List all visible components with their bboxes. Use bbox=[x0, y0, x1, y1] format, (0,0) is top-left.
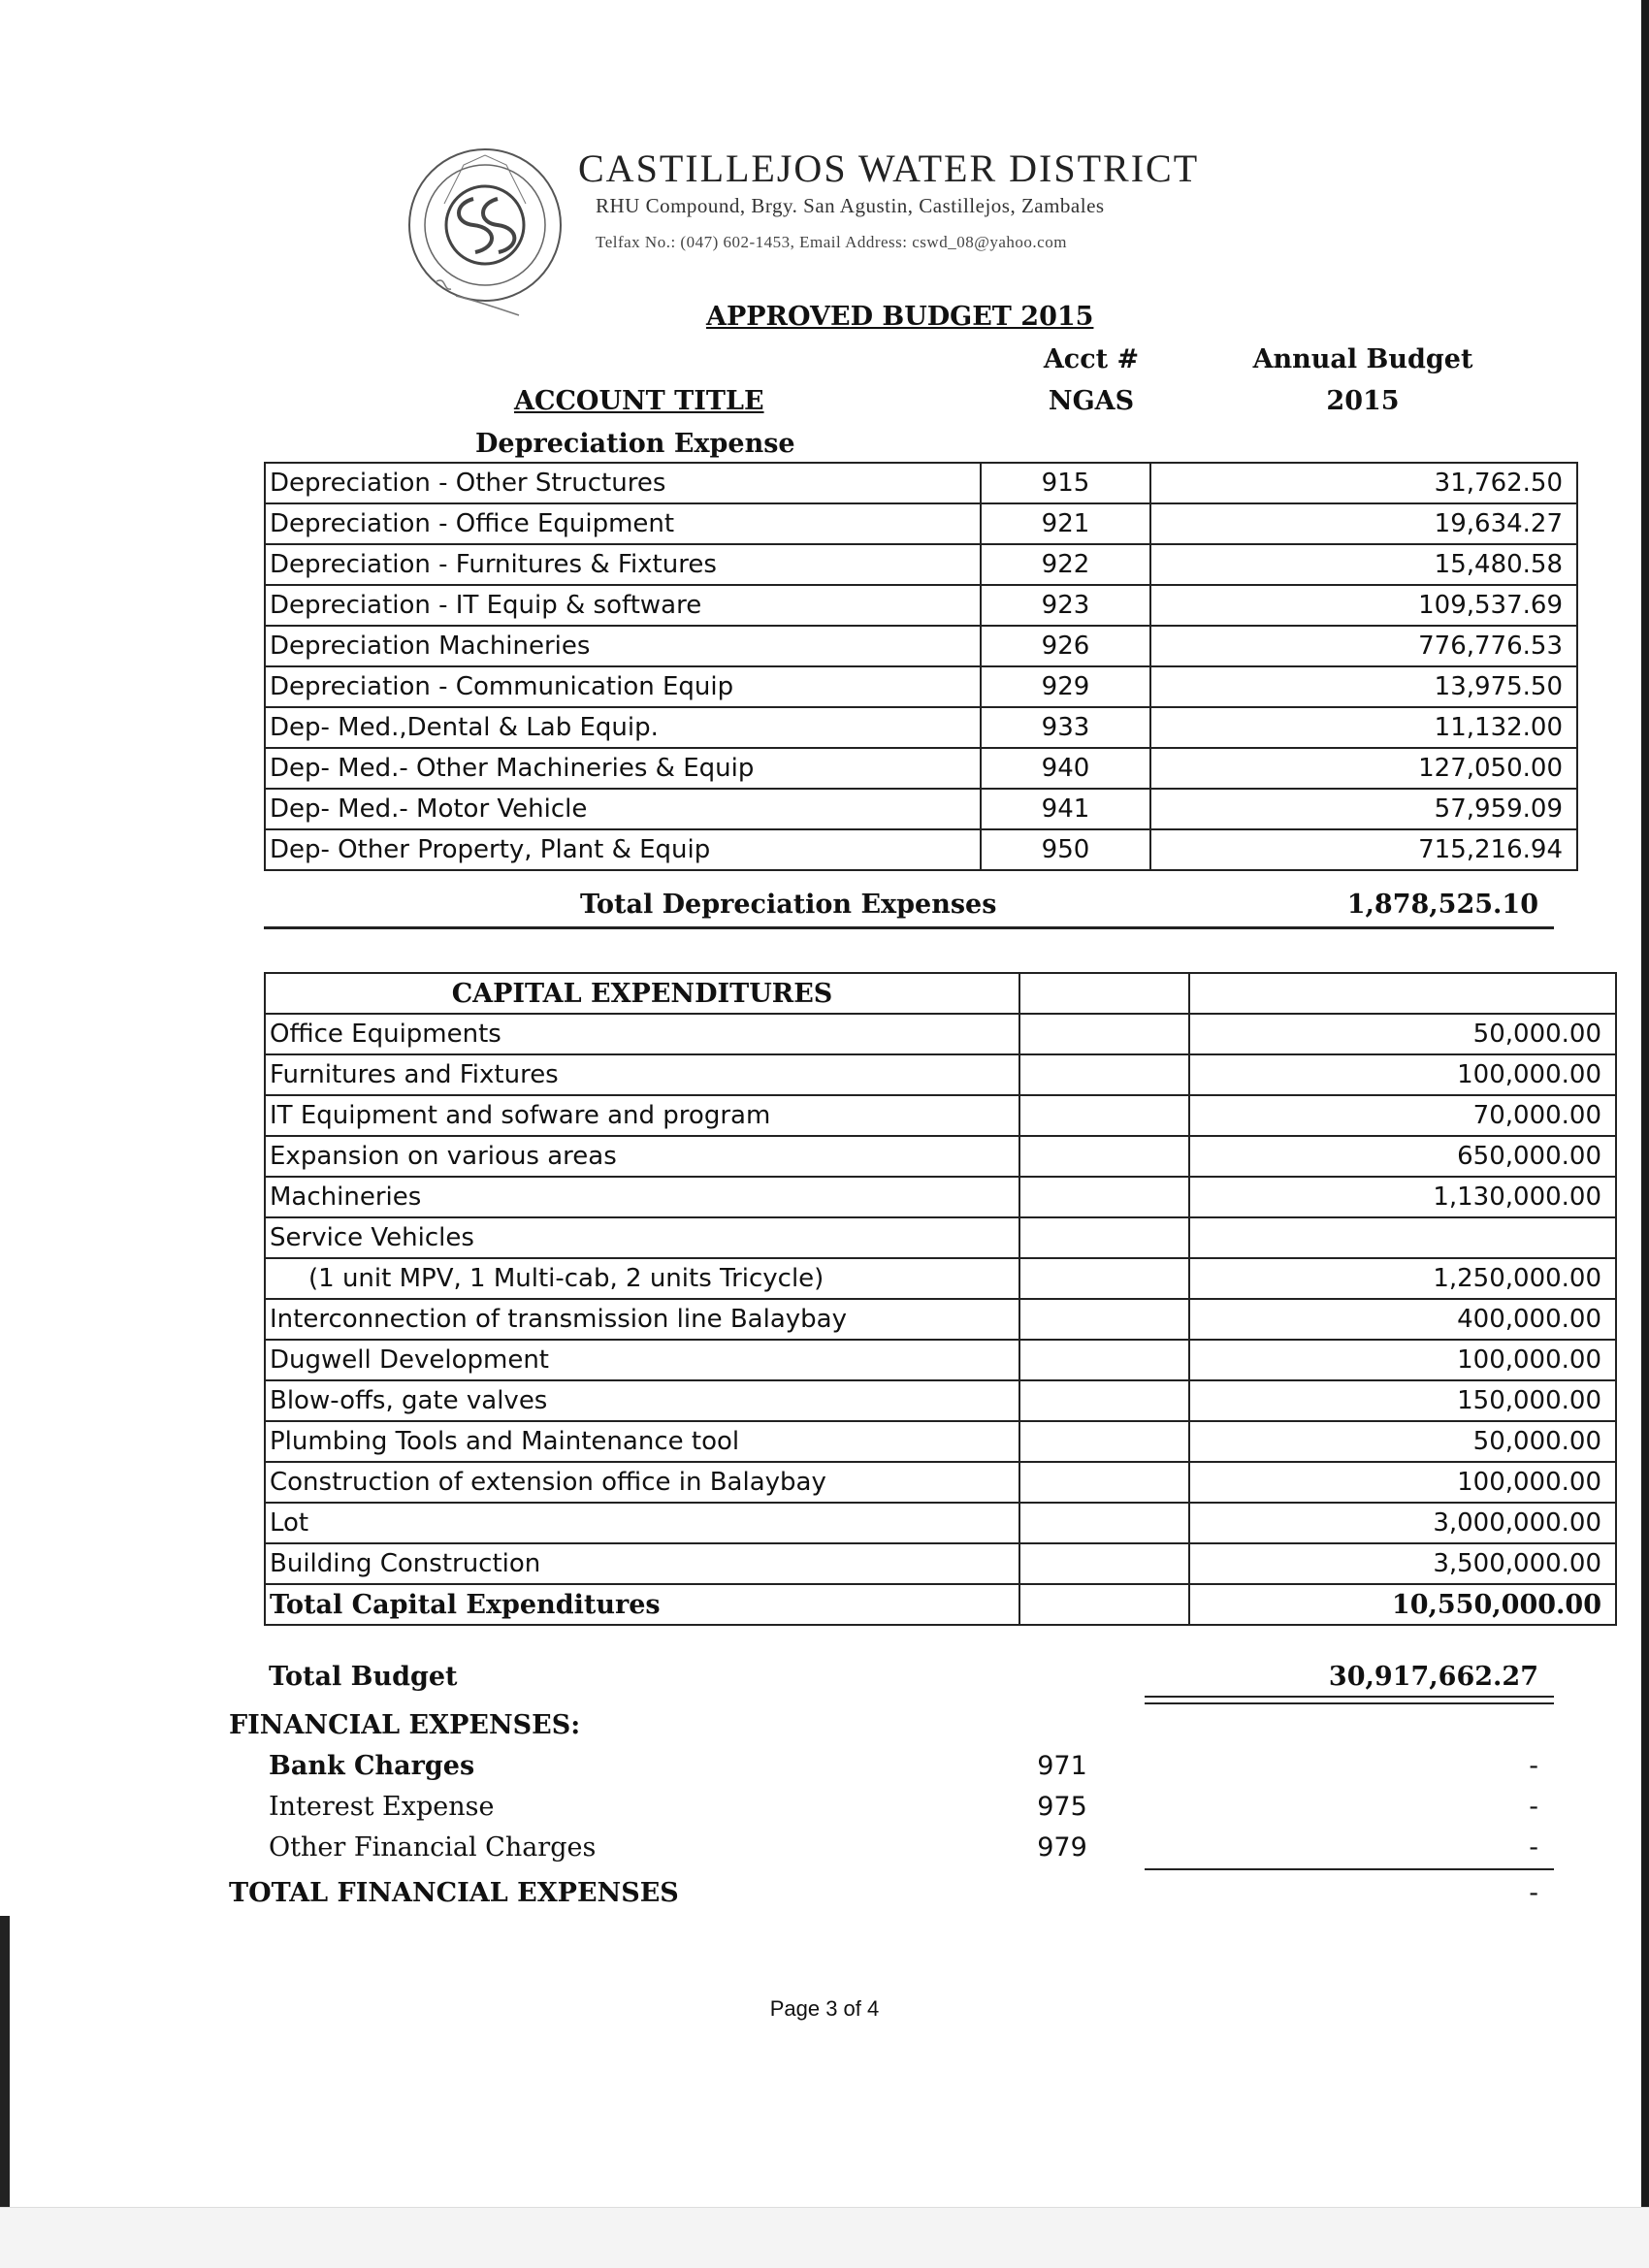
item-amount: 50,000.00 bbox=[1189, 1421, 1616, 1462]
item-name: Office Equipments bbox=[265, 1014, 1019, 1054]
ngas-header: NGAS bbox=[1048, 386, 1135, 416]
financial-item-name: Other Financial Charges bbox=[269, 1832, 597, 1863]
budget-year-header: 2015 bbox=[1326, 386, 1400, 416]
financial-item-amount: - bbox=[1529, 1792, 1538, 1822]
org-name: CASTILLEJOS WATER DISTRICT bbox=[578, 146, 1200, 190]
capital-expenditures-table bbox=[264, 972, 1617, 1626]
capital-section-title: CAPITAL EXPENDITURES bbox=[265, 973, 1019, 1014]
item-amount: 400,000.00 bbox=[1189, 1299, 1616, 1340]
account-code: 941 bbox=[981, 789, 1150, 829]
table-row bbox=[265, 1054, 1616, 1095]
table-header-row bbox=[265, 973, 1616, 1014]
account-amount: 715,216.94 bbox=[1150, 829, 1577, 870]
item-name: Furnitures and Fixtures bbox=[265, 1054, 1019, 1095]
table-row bbox=[265, 1421, 1616, 1462]
divider bbox=[264, 926, 1554, 929]
account-amount: 57,959.09 bbox=[1150, 789, 1577, 829]
scan-border-right bbox=[1641, 0, 1649, 2268]
financial-total-label: TOTAL FINANCIAL EXPENSES bbox=[229, 1878, 679, 1908]
account-amount: 15,480.58 bbox=[1150, 544, 1577, 585]
financial-item-amount: - bbox=[1529, 1832, 1538, 1863]
item-name: Interconnection of transmission line Balaybay bbox=[265, 1299, 1019, 1340]
account-name: Depreciation - IT Equip & software bbox=[265, 585, 981, 626]
account-name: Depreciation - Other Structures bbox=[265, 463, 981, 503]
document-title: APPROVED BUDGET 2015 bbox=[706, 302, 1094, 332]
depreciation-section-title: Depreciation Expense bbox=[475, 429, 795, 459]
annual-budget-header: Annual Budget bbox=[1252, 344, 1473, 374]
capital-total-row bbox=[265, 1584, 1616, 1625]
financial-item-amount: - bbox=[1529, 1751, 1538, 1781]
financial-item-code: 971 bbox=[1037, 1751, 1087, 1781]
item-name: Building Construction bbox=[265, 1543, 1019, 1584]
item-name: Service Vehicles bbox=[265, 1217, 1019, 1258]
item-amount bbox=[1189, 1217, 1616, 1258]
item-amount: 50,000.00 bbox=[1189, 1014, 1616, 1054]
account-name: Dep- Other Property, Plant & Equip bbox=[265, 829, 981, 870]
account-name: Depreciation - Communication Equip bbox=[265, 666, 981, 707]
item-name: Construction of extension office in Balaybay bbox=[265, 1462, 1019, 1503]
table-row bbox=[265, 789, 1577, 829]
account-name: Depreciation - Furnitures & Fixtures bbox=[265, 544, 981, 585]
item-amount: 3,500,000.00 bbox=[1189, 1543, 1616, 1584]
account-amount: 19,634.27 bbox=[1150, 503, 1577, 544]
total-budget-value: 30,917,662.27 bbox=[1328, 1662, 1538, 1692]
item-name: Dugwell Development bbox=[265, 1340, 1019, 1380]
financial-total-value: - bbox=[1529, 1878, 1538, 1908]
table-row bbox=[265, 666, 1577, 707]
account-amount: 127,050.00 bbox=[1150, 748, 1577, 789]
table-row bbox=[265, 829, 1577, 870]
table-row bbox=[265, 707, 1577, 748]
account-code: 923 bbox=[981, 585, 1150, 626]
table-row bbox=[265, 1299, 1616, 1340]
pen-mark bbox=[432, 272, 529, 320]
table-row bbox=[265, 1380, 1616, 1421]
table-row bbox=[265, 1543, 1616, 1584]
account-amount: 776,776.53 bbox=[1150, 626, 1577, 666]
table-row bbox=[265, 748, 1577, 789]
table-row bbox=[265, 1095, 1616, 1136]
item-name: Plumbing Tools and Maintenance tool bbox=[265, 1421, 1019, 1462]
account-code: 921 bbox=[981, 503, 1150, 544]
depreciation-table bbox=[264, 462, 1578, 871]
item-amount: 1,250,000.00 bbox=[1189, 1258, 1616, 1299]
table-row bbox=[265, 585, 1577, 626]
account-code: 926 bbox=[981, 626, 1150, 666]
double-underline bbox=[1145, 1696, 1554, 1704]
depreciation-total-label: Total Depreciation Expenses bbox=[580, 890, 997, 920]
account-code: 940 bbox=[981, 748, 1150, 789]
account-amount: 31,762.50 bbox=[1150, 463, 1577, 503]
item-name: (1 unit MPV, 1 Multi-cab, 2 units Tricycle) bbox=[265, 1258, 1019, 1299]
capital-total-label: Total Capital Expenditures bbox=[265, 1584, 1019, 1625]
table-row bbox=[265, 1462, 1616, 1503]
account-name: Depreciation - Office Equipment bbox=[265, 503, 981, 544]
item-amount: 70,000.00 bbox=[1189, 1095, 1616, 1136]
financial-item-name: Interest Expense bbox=[269, 1792, 495, 1822]
account-name: Dep- Med.- Motor Vehicle bbox=[265, 789, 981, 829]
account-name: Dep- Med.,Dental & Lab Equip. bbox=[265, 707, 981, 748]
account-amount: 13,975.50 bbox=[1150, 666, 1577, 707]
table-row bbox=[265, 463, 1577, 503]
table-row bbox=[265, 1258, 1616, 1299]
item-amount: 3,000,000.00 bbox=[1189, 1503, 1616, 1543]
financial-item-name: Bank Charges bbox=[269, 1751, 475, 1781]
item-amount: 100,000.00 bbox=[1189, 1462, 1616, 1503]
financial-section-title: FINANCIAL EXPENSES: bbox=[229, 1710, 581, 1740]
item-name: IT Equipment and sofware and program bbox=[265, 1095, 1019, 1136]
table-row bbox=[265, 1340, 1616, 1380]
table-row bbox=[265, 1014, 1616, 1054]
table-row bbox=[265, 544, 1577, 585]
account-code: 922 bbox=[981, 544, 1150, 585]
item-amount: 650,000.00 bbox=[1189, 1136, 1616, 1177]
item-name: Blow-offs, gate valves bbox=[265, 1380, 1019, 1421]
account-name: Depreciation Machineries bbox=[265, 626, 981, 666]
account-amount: 109,537.69 bbox=[1150, 585, 1577, 626]
page-number: Page 3 of 4 bbox=[769, 1996, 880, 2021]
table-row bbox=[265, 1177, 1616, 1217]
account-code: 915 bbox=[981, 463, 1150, 503]
item-amount: 100,000.00 bbox=[1189, 1340, 1616, 1380]
item-name: Lot bbox=[265, 1503, 1019, 1543]
capital-total-value: 10,550,000.00 bbox=[1189, 1584, 1616, 1625]
account-code: 950 bbox=[981, 829, 1150, 870]
account-amount: 11,132.00 bbox=[1150, 707, 1577, 748]
item-name: Machineries bbox=[265, 1177, 1019, 1217]
total-budget-label: Total Budget bbox=[269, 1662, 458, 1692]
item-name: Expansion on various areas bbox=[265, 1136, 1019, 1177]
org-address: RHU Compound, Brgy. San Agustin, Castillejos, Zambales bbox=[596, 194, 1105, 217]
account-title-header: ACCOUNT TITLE bbox=[514, 386, 764, 416]
account-name: Dep- Med.- Other Machineries & Equip bbox=[265, 748, 981, 789]
table-row bbox=[265, 1136, 1616, 1177]
item-amount: 1,130,000.00 bbox=[1189, 1177, 1616, 1217]
item-amount: 100,000.00 bbox=[1189, 1054, 1616, 1095]
account-code: 929 bbox=[981, 666, 1150, 707]
divider bbox=[1145, 1868, 1554, 1870]
depreciation-total-value: 1,878,525.10 bbox=[1346, 890, 1538, 920]
table-row bbox=[265, 626, 1577, 666]
scan-border-bottom bbox=[0, 2207, 1649, 2268]
table-row bbox=[265, 1503, 1616, 1543]
financial-item-code: 979 bbox=[1037, 1832, 1087, 1863]
table-row bbox=[265, 1217, 1616, 1258]
org-contact: Telfax No.: (047) 602-1453, Email Address: cswd_08@yahoo.com bbox=[596, 233, 1067, 251]
acct-header: Acct # bbox=[1043, 344, 1140, 374]
financial-item-code: 975 bbox=[1037, 1792, 1087, 1822]
account-code: 933 bbox=[981, 707, 1150, 748]
item-amount: 150,000.00 bbox=[1189, 1380, 1616, 1421]
table-row bbox=[265, 503, 1577, 544]
